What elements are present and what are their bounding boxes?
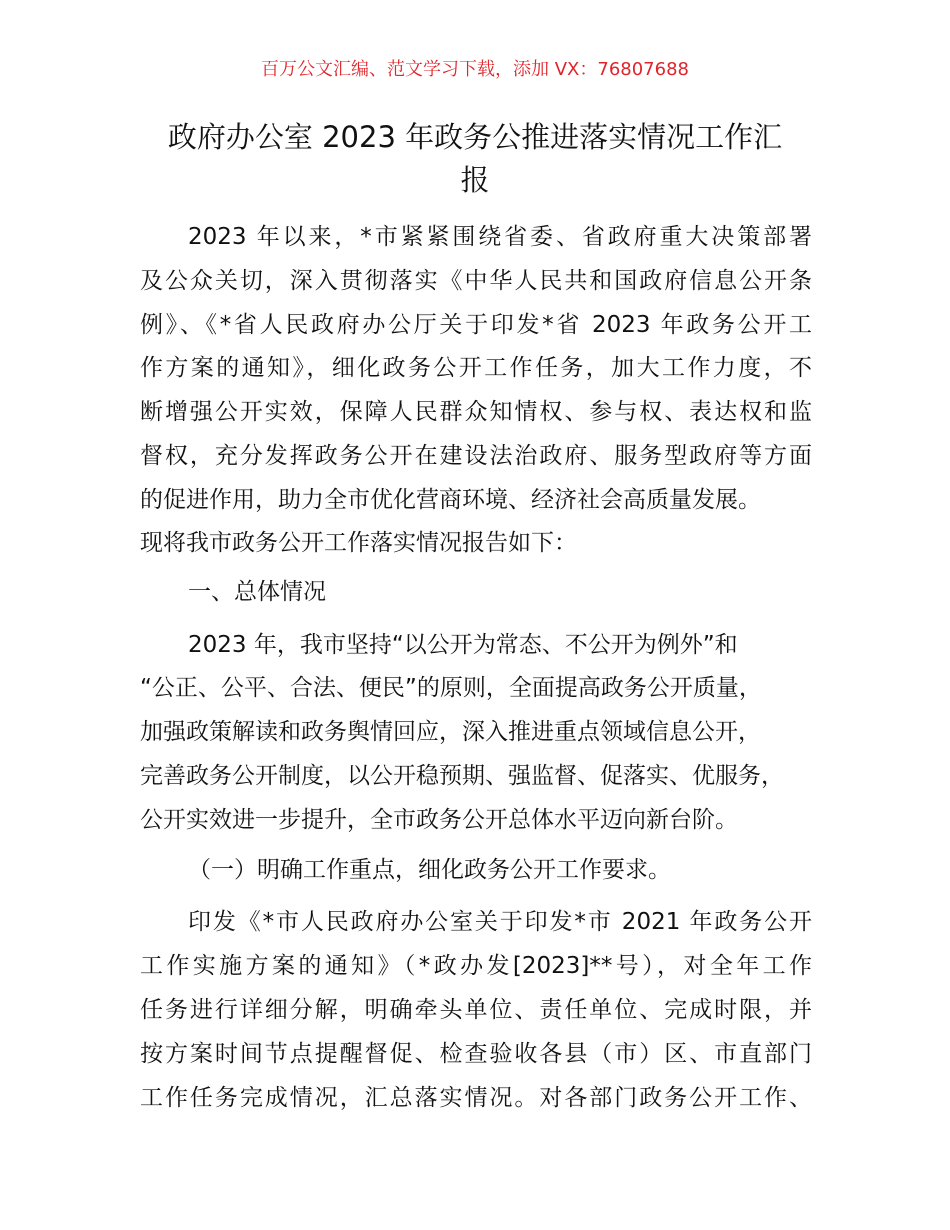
- text-line: 作方案的通知》，细化政务公开工作任务，加大工作力度，不: [140, 355, 812, 381]
- text-line: “公正、公平、合法、便民”的原则，全面提高政务公开质量，: [140, 675, 762, 701]
- text-line: 及公众关切，深入贯彻落实《中华人民共和国政府信息公开条: [140, 268, 812, 294]
- text-line: 例》、《*省人民政府办公厅关于印发*省 2023 年政务公开工: [140, 312, 812, 338]
- text-line: 工作任务完成情况，汇总落实情况。对各部门政务公开工作、: [140, 1085, 812, 1111]
- text-line: 2023 年以来，*市紧紧围绕省委、省政府重大决策部署: [188, 224, 812, 250]
- text-line: 的促进作用，助力全市优化营商环境、经济社会高质量发展。: [140, 487, 761, 513]
- text-line: 完善政务公开制度，以公开稳预期、强监督、促落实、优服务，: [140, 763, 784, 789]
- text-line: 工作实施方案的通知》（*政办发[2023]**号），对全年工作: [140, 953, 812, 979]
- text-line: 现将我市政务公开工作落实情况报告如下：: [140, 530, 577, 556]
- text-line: 任务进行详细分解，明确牵头单位、责任单位、完成时限，并: [140, 997, 812, 1023]
- text-line: 断增强公开实效，保障人民群众知情权、参与权、表达权和监: [140, 399, 812, 425]
- document-title-continued: 报: [460, 163, 490, 197]
- text-line: 2023 年，我市坚持“以公开为常态、不公开为例外”和: [188, 632, 738, 658]
- subsection-heading-1: （一）明确工作重点，细化政务公开工作要求。: [188, 857, 671, 883]
- text-line: 督权，充分发挥政务公开在建设法治政府、服务型政府等方面: [140, 443, 812, 469]
- text-line: 公开实效进一步提升，全市政务公开总体水平迈向新台阶。: [140, 807, 738, 833]
- text-line: 加强政策解读和政务舆情回应，深入推进重点领域信息公开，: [140, 719, 761, 745]
- header-watermark: 百万公文汇编、范文学习下载，添加 VX：76807688: [261, 59, 689, 80]
- text-line: 印发《*市人民政府办公室关于印发*市 2021 年政务公开: [188, 909, 812, 935]
- text-line: 按方案时间节点提醒督促、检查验收各县（市）区、市直部门: [140, 1041, 812, 1067]
- section-heading-overview: 一、总体情况: [188, 579, 326, 605]
- document-title: 政府办公室 2023 年政务公推进落实情况工作汇: [167, 120, 783, 154]
